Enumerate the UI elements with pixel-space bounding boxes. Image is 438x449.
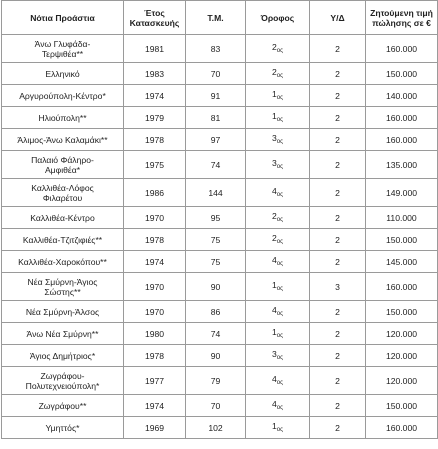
table-row [2,367,438,395]
area-name-line2: Αμφιθέα* [44,164,81,175]
floor-cell [246,63,310,85]
floor-number: 2 [271,41,277,52]
area-cell [2,179,124,207]
floor-ordinal-suffix: ος [276,332,283,339]
sqm-cell: 91 [186,85,246,107]
price-cell: 160.000 [366,35,438,63]
year-cell: 1970 [124,273,186,301]
floor-number: 3 [271,132,277,143]
floor-ordinal-suffix: ος [276,310,283,317]
year-cell: 1977 [124,367,186,395]
table-row [2,417,438,439]
floor-cell [246,301,310,323]
price-cell: 120.000 [366,367,438,395]
floor-ordinal-suffix: ος [276,354,283,361]
year-cell: 1974 [124,395,186,417]
floor-number: 1 [271,110,277,121]
table-row [2,273,438,301]
year-cell: 1981 [124,35,186,63]
area-name-line2: Σώστης** [44,286,81,297]
area-name-line1: Νέα Σμύρνη-Άγιος [27,276,98,287]
floor-cell [246,229,310,251]
floor-number: 1 [271,88,277,99]
floor-ordinal-suffix: ος [276,163,283,170]
bedrooms-cell: 2 [310,35,366,63]
area-cell [2,301,124,323]
price-cell: 135.000 [366,151,438,179]
floor-cell [246,35,310,63]
sqm-cell: 81 [186,107,246,129]
table-row [2,129,438,151]
floor-cell [246,129,310,151]
floor-ordinal-suffix: ος [276,404,283,411]
floor-number: 3 [271,348,277,359]
area-cell [2,367,124,395]
header-year-line1: Έτος [144,7,165,18]
area-cell [2,85,124,107]
bedrooms-cell: 3 [310,273,366,301]
price-cell: 150.000 [366,301,438,323]
year-cell: 1980 [124,323,186,345]
floor-ordinal-suffix: ος [276,285,283,292]
floor-cell [246,345,310,367]
year-cell: 1975 [124,151,186,179]
price-cell: 160.000 [366,107,438,129]
floor-number: 4 [271,185,277,196]
area-name-line1: Καλλιθέα-Κέντρο [30,212,95,223]
area-name-line1: Ελληνικό [45,68,80,79]
year-cell: 1974 [124,85,186,107]
bedrooms-cell: 2 [310,107,366,129]
header-year [124,1,186,35]
area-name-line2: Φιλαρέτου [42,192,83,203]
floor-cell [246,179,310,207]
price-cell: 110.000 [366,207,438,229]
price-cell: 140.000 [366,85,438,107]
bedrooms-cell: 2 [310,229,366,251]
price-cell: 145.000 [366,251,438,273]
area-cell [2,273,124,301]
area-name-line1: Αργυρούπολη-Κέντρο* [19,90,106,101]
floor-cell [246,273,310,301]
area-name-line1: Καλλιθέα-Λόφος [31,182,94,193]
area-name-line1: Υμηττός* [45,422,80,433]
sqm-cell: 144 [186,179,246,207]
bedrooms-cell: 2 [310,323,366,345]
table-body [2,35,438,439]
price-cell: 160.000 [366,417,438,439]
area-cell [2,107,124,129]
floor-ordinal-suffix: ος [276,216,283,223]
bedrooms-cell: 2 [310,251,366,273]
bedrooms-cell: 2 [310,129,366,151]
bedrooms-cell: 2 [310,395,366,417]
sqm-cell: 97 [186,129,246,151]
area-name-line2: Πολυτεχνειούπολη* [25,380,100,391]
floor-ordinal-suffix: ος [276,379,283,386]
sqm-cell: 102 [186,417,246,439]
price-cell: 150.000 [366,229,438,251]
area-name-line1: Καλλιθέα-Τζιτζιφιές** [22,234,103,245]
floor-number: 1 [271,420,277,431]
area-name-line2: Τερψιθέα** [41,48,84,59]
floor-cell [246,151,310,179]
sqm-cell: 90 [186,345,246,367]
bedrooms-cell: 2 [310,207,366,229]
year-cell: 1974 [124,251,186,273]
floor-number: 1 [271,326,277,337]
area-name-line1: Άλιμος-Άνω Καλαμάκι** [17,134,108,145]
area-name-line1: Άγιος Δημήτριος* [29,350,96,361]
header-price [366,1,438,35]
sqm-cell: 75 [186,251,246,273]
price-cell: 120.000 [366,345,438,367]
table-row [2,179,438,207]
floor-cell [246,85,310,107]
area-cell [2,129,124,151]
header-price-line1: Ζητούμενη τιμή [370,7,433,18]
header-floor: Όροφος [246,1,310,35]
bedrooms-cell: 2 [310,367,366,395]
sqm-cell: 70 [186,395,246,417]
floor-number: 4 [271,304,277,315]
table-row [2,85,438,107]
year-cell: 1970 [124,301,186,323]
area-name-line1: Παλαιό Φάληρο- [31,154,94,165]
year-cell: 1978 [124,229,186,251]
bedrooms-cell: 2 [310,301,366,323]
price-cell: 120.000 [366,323,438,345]
area-cell [2,63,124,85]
area-cell [2,229,124,251]
area-name-line1: Ζωγράφου** [38,400,87,411]
area-cell [2,395,124,417]
year-cell: 1986 [124,179,186,207]
sqm-cell: 83 [186,35,246,63]
year-cell: 1969 [124,417,186,439]
area-name-line1: Άνω Γλυφάδα- [34,38,91,49]
property-price-table [1,0,438,439]
floor-number: 2 [271,210,277,221]
header-price-line2: πώλησης σε € [372,17,431,28]
header-year-line2: Κατασκευής [129,17,180,28]
floor-number: 3 [271,157,277,168]
bedrooms-cell: 2 [310,179,366,207]
bedrooms-cell: 2 [310,63,366,85]
sqm-cell: 75 [186,229,246,251]
table-row [2,151,438,179]
floor-number: 4 [271,398,277,409]
sqm-cell: 70 [186,63,246,85]
price-cell: 160.000 [366,273,438,301]
price-cell: 160.000 [366,129,438,151]
bedrooms-cell: 2 [310,417,366,439]
area-name-line1: Άνω Νέα Σμύρνη** [26,328,99,339]
sqm-cell: 86 [186,301,246,323]
table-row [2,323,438,345]
area-name-line1: Ζωγράφου- [40,370,85,381]
year-cell: 1970 [124,207,186,229]
header-bedrooms: Υ/Δ [310,1,366,35]
floor-cell [246,207,310,229]
floor-number: 2 [271,66,277,77]
floor-ordinal-suffix: ος [276,191,283,198]
area-cell [2,345,124,367]
area-name-line1: Ηλιούπολη** [38,112,87,123]
table-header-row [2,1,438,35]
sqm-cell: 95 [186,207,246,229]
floor-ordinal-suffix: ος [276,116,283,123]
table-row [2,63,438,85]
price-cell: 150.000 [366,395,438,417]
table-row [2,35,438,63]
bedrooms-cell: 2 [310,151,366,179]
floor-cell [246,251,310,273]
floor-ordinal-suffix: ος [276,72,283,79]
sqm-cell: 79 [186,367,246,395]
year-cell: 1983 [124,63,186,85]
year-cell: 1978 [124,345,186,367]
bedrooms-cell: 2 [310,345,366,367]
floor-number: 4 [271,373,277,384]
table-row [2,229,438,251]
table-row [2,301,438,323]
floor-ordinal-suffix: ος [276,94,283,101]
floor-number: 2 [271,232,277,243]
floor-cell [246,107,310,129]
area-cell [2,35,124,63]
table-row [2,395,438,417]
floor-ordinal-suffix: ος [276,138,283,145]
floor-cell [246,417,310,439]
floor-number: 1 [271,279,277,290]
floor-ordinal-suffix: ος [276,47,283,54]
area-cell [2,207,124,229]
area-cell [2,323,124,345]
area-cell [2,251,124,273]
area-name-line1: Καλλιθέα-Χαροκόπου** [18,256,107,267]
floor-ordinal-suffix: ος [276,260,283,267]
sqm-cell: 90 [186,273,246,301]
year-cell: 1979 [124,107,186,129]
sqm-cell: 74 [186,323,246,345]
header-sqm: Τ.Μ. [186,1,246,35]
year-cell: 1978 [124,129,186,151]
header-area: Νότια Προάστια [2,1,124,35]
area-name-line1: Νέα Σμύρνη-Άλσος [25,306,100,317]
price-cell: 150.000 [366,63,438,85]
area-cell [2,151,124,179]
floor-ordinal-suffix: ος [276,426,283,433]
price-cell: 149.000 [366,179,438,207]
area-cell [2,417,124,439]
floor-ordinal-suffix: ος [276,238,283,245]
table-row [2,251,438,273]
floor-cell [246,367,310,395]
table-row [2,107,438,129]
floor-number: 4 [271,254,277,265]
sqm-cell: 74 [186,151,246,179]
table-row [2,345,438,367]
floor-cell [246,395,310,417]
bedrooms-cell: 2 [310,85,366,107]
floor-cell [246,323,310,345]
table-row [2,207,438,229]
